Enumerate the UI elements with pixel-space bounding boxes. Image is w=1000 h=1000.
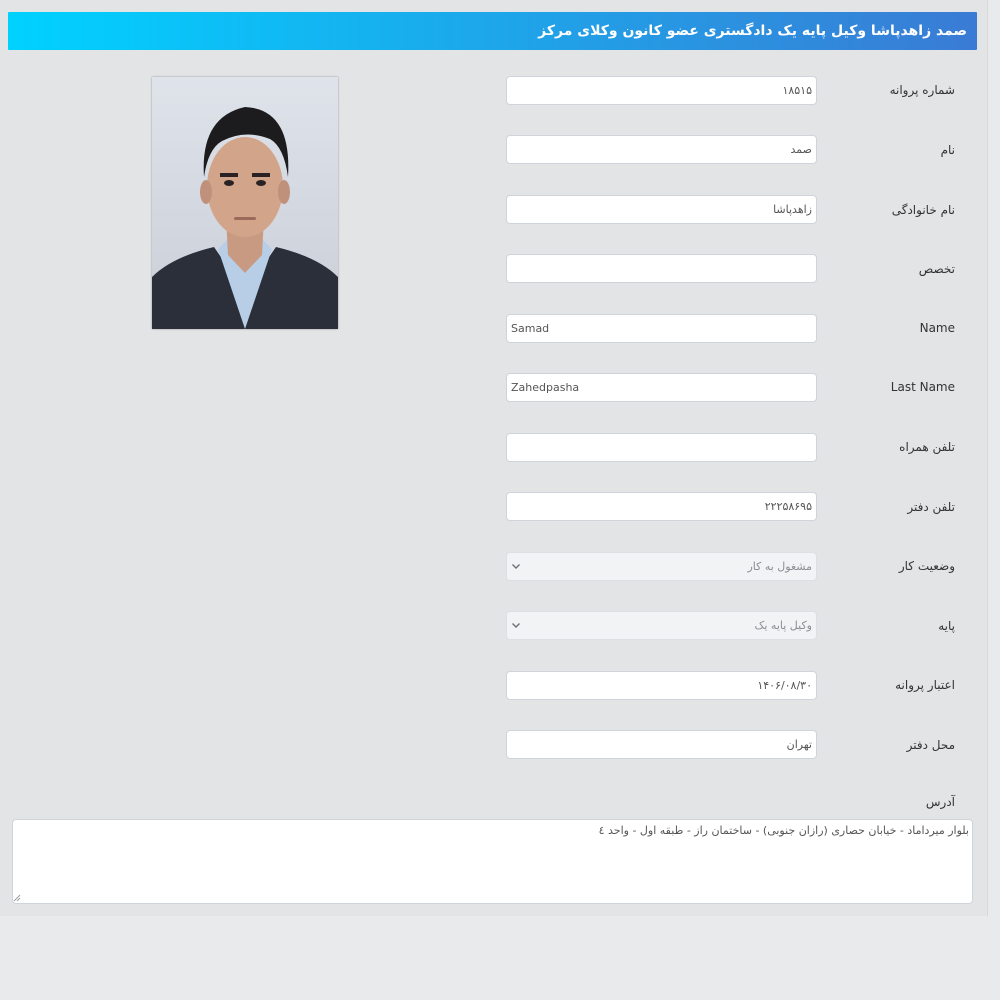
first-name-field[interactable]	[506, 135, 817, 164]
license-number-label: شماره پروانه	[889, 83, 955, 97]
family-name-label: نام خانوادگی	[891, 203, 955, 217]
license-validity-label: اعتبار پروانه	[895, 678, 955, 692]
name-en-field[interactable]	[506, 314, 817, 343]
license-validity-field[interactable]	[506, 671, 817, 700]
address-field[interactable]	[12, 819, 973, 904]
last-name-en-label: Last Name	[890, 380, 955, 394]
first-name-label: نام	[940, 143, 955, 157]
office-location-field[interactable]	[506, 730, 817, 759]
grade-value: وکیل پایه یک	[754, 619, 812, 632]
chevron-down-icon	[511, 620, 521, 630]
grade-label: پایه	[938, 619, 955, 633]
grade-select[interactable]	[506, 611, 817, 640]
family-name-field[interactable]	[506, 195, 817, 224]
specialty-field[interactable]	[506, 254, 817, 283]
work-status-label: وضعیت کار	[898, 559, 955, 573]
page-title: صمد زاهدپاشا وکیل پایه یک دادگستری عضو کانون وکلای مرکز	[8, 12, 977, 50]
license-number-field[interactable]	[506, 76, 817, 105]
address-label: آدرس	[925, 795, 955, 809]
last-name-en-field[interactable]	[506, 373, 817, 402]
person-portrait-icon	[152, 77, 338, 329]
chevron-down-icon	[511, 561, 521, 571]
mobile-label: تلفن همراه	[899, 440, 955, 454]
resize-grip-icon[interactable]	[13, 894, 21, 902]
lawyer-photo	[152, 77, 338, 329]
work-status-value: مشغول به کار	[747, 560, 812, 573]
work-status-select[interactable]	[506, 552, 817, 581]
office-phone-label: تلفن دفتر	[907, 500, 955, 514]
mobile-field[interactable]	[506, 433, 817, 462]
specialty-label: تخصص	[918, 262, 955, 276]
office-phone-field[interactable]	[506, 492, 817, 521]
office-location-label: محل دفتر	[906, 738, 955, 752]
name-en-label: Name	[919, 321, 955, 335]
